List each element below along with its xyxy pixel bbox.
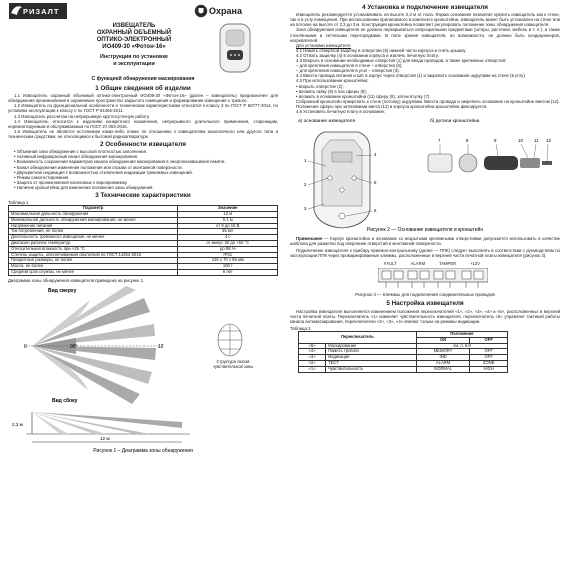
- paragraph: Извещатель рекомендуется устанавливать на высоте 2,3 м от пола. Форма основания позволяет крепить извещатель как к стене, так и в углу помещения. При использовании прилагаемого в комплекте кронштейна, извещатель может быть установлен на стене или на потолке на высоте от 2,3 до 3 м. Конструкция кронштейна позволяет регулировать положение зоны обнаружения извещателя.: [290, 12, 560, 28]
- param-cell: Степень защиты, обеспечиваемая оболочкой по ГОСТ 14254-2015: [9, 252, 178, 258]
- section-5-heading: 5 Настройка извещателя: [386, 300, 464, 308]
- switch-off-cell: ZONE: [470, 360, 508, 366]
- step: Собранный кронштейн прикрепить к стене (потолку) шурупами. Ввести провода и закрепить основание на кронштейне винтом (12).: [296, 98, 560, 104]
- paragraph: 1.3 Извещатель рассчитан на непрерывную круглосуточную работу.: [14, 113, 150, 119]
- list-item: • Режим самотестирования.: [14, 174, 70, 180]
- param-cell: Масса, не более: [9, 264, 178, 270]
- value-cell: от минус 30 до +50 °С: [178, 240, 278, 246]
- top-view-fan: [24, 286, 164, 404]
- lens-caption: Структура любой чувствительной зоны: [212, 359, 254, 369]
- table-row: [9, 269, 278, 275]
- paragraph: Зона обнаружения извещателя не должна перекрываться непрозрачными предметами (шторы, растения, мебель и т. п.), а также стеклянными и сетчатыми перегородками. В поле зрения извещателя, по возможности, не должно быть кондиционеров, нагревателей.: [290, 27, 560, 43]
- switch-name-cell: Память тревоги: [326, 349, 417, 355]
- value-cell: 8 лет: [178, 269, 278, 275]
- paragraph: Настройка извещателя выполняется изменением положения переключателей «1», «2», «3», «4» и «5», расположенных в верхней части печатной платы. Переключатель «1» изменяет чувствительность извещателя, переключатель «5» управляет тактикой работы канала антимаскирования, переключатели «2», «3», «4» влияют только на режимы индикации.: [290, 308, 560, 324]
- step: • вложить в основание кронштейна (11) сферу (9), затем втулку (7).: [296, 93, 431, 99]
- side-view-height: 2,3 м: [12, 421, 23, 427]
- org-brand-name: Охрана: [209, 6, 242, 16]
- terminal-label-tamper: TAMPER: [439, 261, 457, 267]
- detector-base-drawing: [304, 132, 377, 228]
- svg-text:5: 5: [374, 180, 377, 186]
- step: Положение сферы при затягивании винта (12) и корпуса кронштейна кронштейна фиксируется.: [296, 103, 488, 109]
- terminal-label-alarm: ALARM: [410, 261, 426, 267]
- top-view-label: Вид сверху: [48, 287, 77, 294]
- terminal-labels: [384, 261, 480, 266]
- section-1-body: [8, 93, 278, 139]
- table-1-label: Таблица 1: [8, 200, 29, 206]
- switch-name-cell: ТЕСТ: [326, 360, 417, 366]
- switch-off-cell: OFF: [470, 349, 508, 355]
- svg-text:3: 3: [304, 206, 307, 212]
- step: – для крепления извещателя в стене – отверстия (6);: [296, 63, 403, 69]
- svg-text:7: 7: [438, 138, 441, 144]
- svg-text:11: 11: [534, 138, 539, 144]
- value-cell: от 9 до 15 В: [178, 223, 278, 229]
- bracket-parts-drawing: [428, 138, 552, 172]
- section-2-body: [8, 149, 278, 190]
- paragraph: 1.4 Извещатель относится к изделиям конкретного назначения, непрерывного длительного применения, стареющим, неремонтируемым и обслуживаемым по ГОСТ 27.003-2016.: [8, 118, 278, 129]
- shield-emblem-icon: [194, 4, 208, 18]
- top-view-distance: 12: [158, 343, 164, 350]
- value-cell: 126 х 70 х 55 мм: [178, 258, 278, 264]
- column-header-value: Значение: [178, 206, 278, 212]
- switch-table: [298, 331, 508, 373]
- value-cell: 4 с: [178, 235, 278, 241]
- value-cell: 12 м: [178, 212, 278, 218]
- paragraph: 1.1 Извещатель охранный объемный оптико-электронный ИО409-30 «Фотон-16» (далее – извещатель) предназначен для обнаружения проникновения в охраняемое пространство закрытого помещения и формирования извещения о тревоге.: [8, 93, 278, 104]
- terminal-strip-icon: [378, 268, 488, 290]
- terminal-label-power: +12V: [470, 261, 480, 267]
- title-line-1: ИЗВЕЩАТЕЛЬ: [112, 23, 156, 29]
- side-view-label: Вид сбоку: [52, 397, 78, 404]
- steps-title: Для установки извещателя:: [296, 42, 352, 48]
- column-header-on: ON: [416, 337, 470, 343]
- step: • вложить гайку (9) в паз сферы (9);: [296, 88, 367, 94]
- switch-name-cell: Чувствительность: [326, 366, 417, 372]
- column-header-off: OFF: [470, 337, 508, 343]
- note-paragraph: [290, 236, 560, 246]
- brand-logo: [9, 3, 67, 19]
- terminal-block: [290, 261, 560, 291]
- step: 4.1 Нажать отверткой защелку в отверстии (5) нижней части корпуса и снять крышку.: [296, 47, 467, 53]
- fig2-label-b: б) детали кронштейна: [430, 119, 480, 125]
- angle-label: 90°: [70, 343, 78, 350]
- column-header-param: Параметр: [9, 206, 178, 212]
- top-view-zero: 0: [24, 343, 27, 350]
- paragraph: 1.2 Извещатель по функциональной особенности и техническим характеристикам относится к классу 3 по ГОСТ Р 50777-2014, по условиям эксплуатации к классу II по ГОСТ Р 54455-2011.: [8, 103, 278, 114]
- svg-text:10: 10: [518, 138, 523, 144]
- switch-number-cell: «1»: [299, 366, 326, 372]
- list-item: • Возможность сохранения параметров канала обнаружения маскирования в энергонезависимой памяти.: [14, 159, 226, 165]
- param-cell: Максимальная дальность обнаружения: [9, 212, 178, 218]
- switch-number-cell: «3»: [299, 355, 326, 361]
- svg-text:8: 8: [466, 138, 469, 144]
- right-column: [290, 0, 560, 570]
- list-item: • Объемная зона обнаружения с высокой плотностью заполнения.: [14, 149, 148, 155]
- detector-photo: [208, 22, 264, 74]
- feature-line: С функцией обнаружения маскирования: [91, 76, 195, 82]
- section-1-heading: 1 Общие сведения об изделии: [95, 85, 191, 92]
- subtitle-line-1: Инструкция по установке: [99, 54, 169, 60]
- list-item: • Активный инфракрасный канал обнаружения маскирования.: [14, 154, 139, 160]
- switch-on-cell: NORMAL: [416, 366, 470, 372]
- step: – для крепления извещателя в угол – отверстия (3).: [296, 68, 400, 74]
- switch-on-cell: IND: [416, 355, 470, 361]
- step: 4.3 Вскрыть в основании необходимые отверстия (1) для ввода проводов, а также крепежные отверстия:: [296, 58, 507, 64]
- table-2-label: Таблица 2: [290, 325, 311, 331]
- switch-number-cell: «2»: [299, 360, 326, 366]
- step: 4.2 Отжать защелку (4) в основании корпуса и извлечь печатную плату.: [296, 52, 439, 58]
- svg-text:1: 1: [304, 158, 307, 164]
- note-word: Примечание: [296, 236, 323, 242]
- list-item: • Наличие кронштейна для изменения положения зоны обнаружения.: [14, 184, 154, 190]
- param-cell: Диапазон рабочих температур: [9, 240, 178, 246]
- param-cell: Средний срок службы, не менее: [9, 269, 178, 275]
- terminal-label-fault: FAULT: [384, 261, 397, 267]
- param-cell: Ток потребления, не более: [9, 229, 178, 235]
- title-line-2: ОХРАННЫЙ ОБЪЕМНЫЙ: [96, 30, 172, 36]
- step: 4.6 Установить печатную плату в основание.: [296, 108, 386, 114]
- figure-1-caption: Рисунок 1 – Диаграмма зоны обнаружения: [93, 447, 193, 454]
- param-cell: Минимальная дальность обнаружения маскирования, не менее: [9, 217, 178, 223]
- value-cell: 35 мА: [178, 229, 278, 235]
- paragraph: 1.5 Извещатель не является источником каких-либо помех по отношению к извещателям аналогичного или другого типа и техническим средствам, не относящимся к бытовой радиоаппаратуре.: [8, 128, 278, 139]
- list-item: • Канал обнаружения изменения положения или отрыва от монтажной поверхности.: [14, 164, 183, 170]
- value-cell: 150 г: [178, 264, 278, 270]
- title-line-4: ИО409-30 «Фотон-16»: [102, 44, 166, 50]
- switch-on-cell: ALARM: [416, 360, 470, 366]
- note-text: — Корпус кронштейна и основание со вскрытыми крепежными отверстиями допускается использовать в качестве шаблона для разметки под сверление отверстий в монтажной поверхности.: [290, 236, 560, 247]
- left-column: [8, 0, 278, 570]
- spec-table: [8, 205, 278, 276]
- brand-logo-text: РИЗАЛТ: [23, 7, 60, 16]
- switch-off-cell: HIGH: [470, 366, 508, 372]
- param-cell: Габаритные размеры, не более: [9, 258, 178, 264]
- table-row: [299, 366, 508, 372]
- title-block: [64, 23, 204, 67]
- figure-3-caption: Рисунок 3 — Клеммы для подключения соединительных проводов: [355, 292, 495, 298]
- svg-text:2: 2: [304, 182, 307, 188]
- mounting-figure: [290, 116, 560, 234]
- section-4-heading: 4 Установка и подключение извещателя: [362, 4, 488, 11]
- svg-text:4: 4: [374, 152, 377, 158]
- step: 4.4 Ввести провода питания и ШС в корпус через отверстия (1) и закрепить основание шурупами на стене (в углу).: [296, 73, 526, 79]
- list-item: • Двухцветная индикация с возможностью отключения индикации тревожных извещений.: [14, 169, 193, 175]
- paragraph: Подключение извещателя к прибору приемно-контрольному (далее — ППК) следует выполнять в соответствии с руководством по эксплуатации ППК через промаркированные клеммы, расположенные в верхней части печатной платы извещателя (рисунок 3).: [290, 248, 560, 259]
- column-header-switch: Переключатель: [299, 331, 417, 343]
- lens-structure-icon: [218, 324, 242, 356]
- switch-number-cell: «5»: [299, 343, 326, 349]
- param-cell: Напряжение питания: [9, 223, 178, 229]
- step: • вскрыть отверстие (2);: [296, 83, 344, 89]
- value-cell: до 98 %: [178, 246, 278, 252]
- value-cell: IP41: [178, 252, 278, 258]
- switch-name-cell: Индикация: [326, 355, 417, 361]
- section-3-heading: 3 Технические характеристики: [95, 192, 191, 199]
- switch-name-cell: Маскирование: [326, 343, 417, 349]
- side-view-distance: 12 м: [100, 435, 110, 441]
- param-cell: Длительность тревожного извещения, не менее: [9, 235, 178, 241]
- column-header-position: Положение: [416, 331, 507, 337]
- switch-off-cell: OFF: [470, 355, 508, 361]
- param-cell: Относительная влажность при +25 °С: [9, 246, 178, 252]
- list-item: • Защита от проникновения насекомых к пироприемнику.: [14, 179, 128, 185]
- value-cell: 0,1 м: [178, 217, 278, 223]
- diagram-note: Диаграмма зоны обнаружения извещателя приведена на рисунке 1.: [8, 277, 145, 283]
- fig2-label-a: а) основание извещателя: [298, 119, 356, 125]
- switch-on-cell: MEMORY: [416, 349, 470, 355]
- svg-text:9: 9: [494, 138, 497, 144]
- section-2-heading: 2 Особенности извещателя: [100, 141, 186, 149]
- step: 4.5 При использовании кронштейна:: [296, 78, 369, 84]
- figure-2-caption: Рисунок 2 — Основание извещателя и кронштейн: [366, 227, 484, 234]
- detection-zone-diagram: [8, 284, 278, 456]
- lens-caption-wrap: [206, 360, 260, 384]
- svg-text:6: 6: [374, 208, 377, 214]
- switch-merged-cell: см. п. 6.8: [416, 343, 507, 349]
- title-line-3: ОПТИКО-ЭЛЕКТРОННЫЙ: [96, 37, 172, 43]
- switch-number-cell: «4»: [299, 349, 326, 355]
- header: [8, 0, 278, 83]
- subtitle-line-2: и эксплуатации: [113, 60, 155, 67]
- svg-text:12: 12: [546, 138, 551, 144]
